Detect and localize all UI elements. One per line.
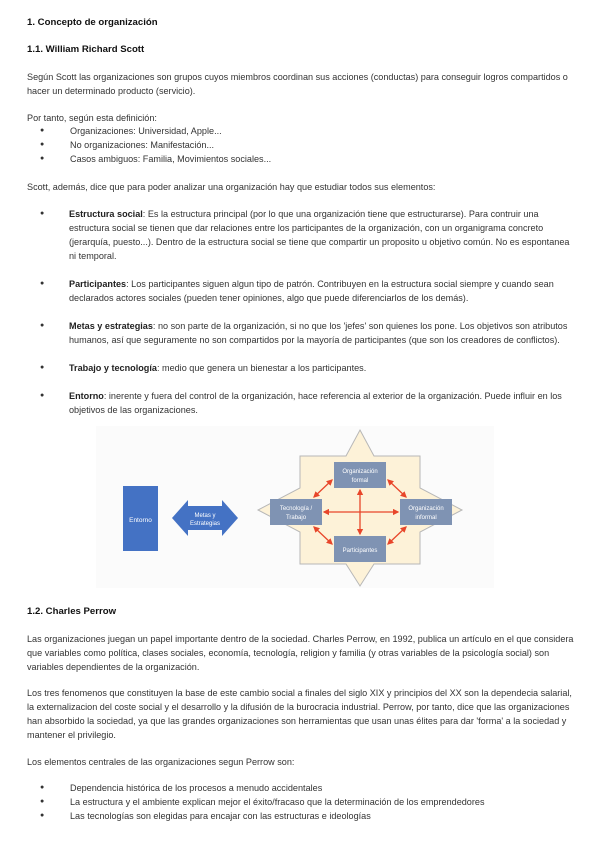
heading-scott: 1.1. William Richard Scott [27,44,145,55]
list-item-estructura-social [40,207,574,263]
organization-diagram [96,426,494,588]
paragraph-scott-elements-intro: Scott, además, dice que para poder analizar una organización hay que estudiar todos sus elementos: [27,182,436,192]
term: Participantes [69,279,127,289]
term: Trabajo y tecnología [69,363,157,373]
list-scott-elements [40,207,574,431]
term: Estructura social [69,209,143,219]
heading-concepto: 1. Concepto de organización [27,17,158,28]
list-organization-examples [40,124,575,166]
list-item: ● Casos ambiguos: Familia, Movimientos sociales... [40,152,575,166]
tec-label-line2: Trabajo [285,515,307,521]
paragraph-perrow-elements-intro: Los elementos centrales de las organizaciones segun Perrow son: [27,757,295,767]
organizacion-formal-box [334,462,386,488]
list-item-entorno [40,389,574,417]
definition: : Es la estructura principal (por lo que una organización tiene que estructurarse). Para contruir una estructura social se tienen que dar relaciones entre los participantes de la organización, con un organigrama concreto (jerarquía, puesto...). Dentro de la estructura social se tiene que compartir un proposito u objetivo común. No es espontanea ni temporal. [69,209,570,261]
list-item-participantes [40,277,574,305]
paragraph-perrow-fenomenos: Los tres fenomenos que constituyen la base de este cambio social a finales del siglo XIX y principios del XX son la dependecia salarial, la externalizacion del coste social y el desarrollo y la difusión de la burocracia industrial. Perrow, por tanto, dice que las organizaciones han absorbido la sociedad, ya que las grandes organizaciones son herramientas que usan unas élites para dar 'forma' a la sociedad y mantener el privilegio. [27,688,572,740]
list-item: ● Organizaciones: Universidad, Apple... [40,124,575,138]
list-perrow-elements [40,781,575,823]
informal-label-line1: Organización [408,506,444,512]
definition: : no son parte de la organización, si no que los 'jefes' son quienes los pone. Los objetivos son atributos humanos, así que seguramente no son compartidos por la mayoría de participantes (que son los creadores de conflictos). [69,321,568,345]
list-item: ● La estructura y el ambiente explican mejor el éxito/fracaso que la determinación de los emprendedores [40,795,575,809]
tec-label-line1: Tecnología / [279,506,313,512]
paragraph-perrow-intro: Las organizaciones juegan un papel importante dentro de la sociedad. Charles Perrow, en 1992, publica un artículo en el que considera que variables como política, clases sociales, economía, tecnología, religion y familia (y otras variables de la psicología social) son variables dependientes de la organización. [27,634,574,672]
definition: : medio que genera un bienestar a los participantes. [156,363,367,373]
list-item: ● Las tecnologías son elegidas para encajar con las estructuras e ideologías [40,809,575,823]
paragraph-scott-definition: Según Scott las organizaciones son grupos cuyos miembros coordinan sus acciones (conductas) para conseguir logros compartidos o hacer un determinado producto (servicio). [27,72,568,96]
paragraph-por-tanto: Por tanto, según esta definición: [27,113,157,123]
definition: : Los participantes siguen algun tipo de patrón. Contribuyen en la estructura social siempre y cuando sean declarados actores sociales (pueden tener opiniones, algo que puede diferenciarlos de los demás). [69,279,554,303]
informal-label-line2: informal [415,515,437,521]
metas-label-line2: Estrategias [189,521,221,527]
entorno-label: Entorno [129,517,152,524]
formal-label-line1: Organización [342,469,378,475]
tecnologia-trabajo-box [270,499,322,525]
participantes-label: Participantes [342,548,378,554]
definition: : inerente y fuera del control de la organización, hace referencia al exterior de la organización. Puede influir en los objetivos de las organizaciones. [69,391,562,415]
list-item-trabajo [40,361,574,375]
list-item-metas [40,319,574,347]
organizacion-informal-box [400,499,452,525]
list-item: ● No organizaciones: Manifestación... [40,138,575,152]
term: Entorno [69,391,104,401]
term: Metas y estrategias [69,321,153,331]
list-item: ● Dependencia histórica de los procesos a menudo accidentales [40,781,575,795]
formal-label-line2: formal [351,478,369,484]
metas-label-line1: Metas y [194,513,216,519]
heading-perrow: 1.2. Charles Perrow [27,606,117,617]
